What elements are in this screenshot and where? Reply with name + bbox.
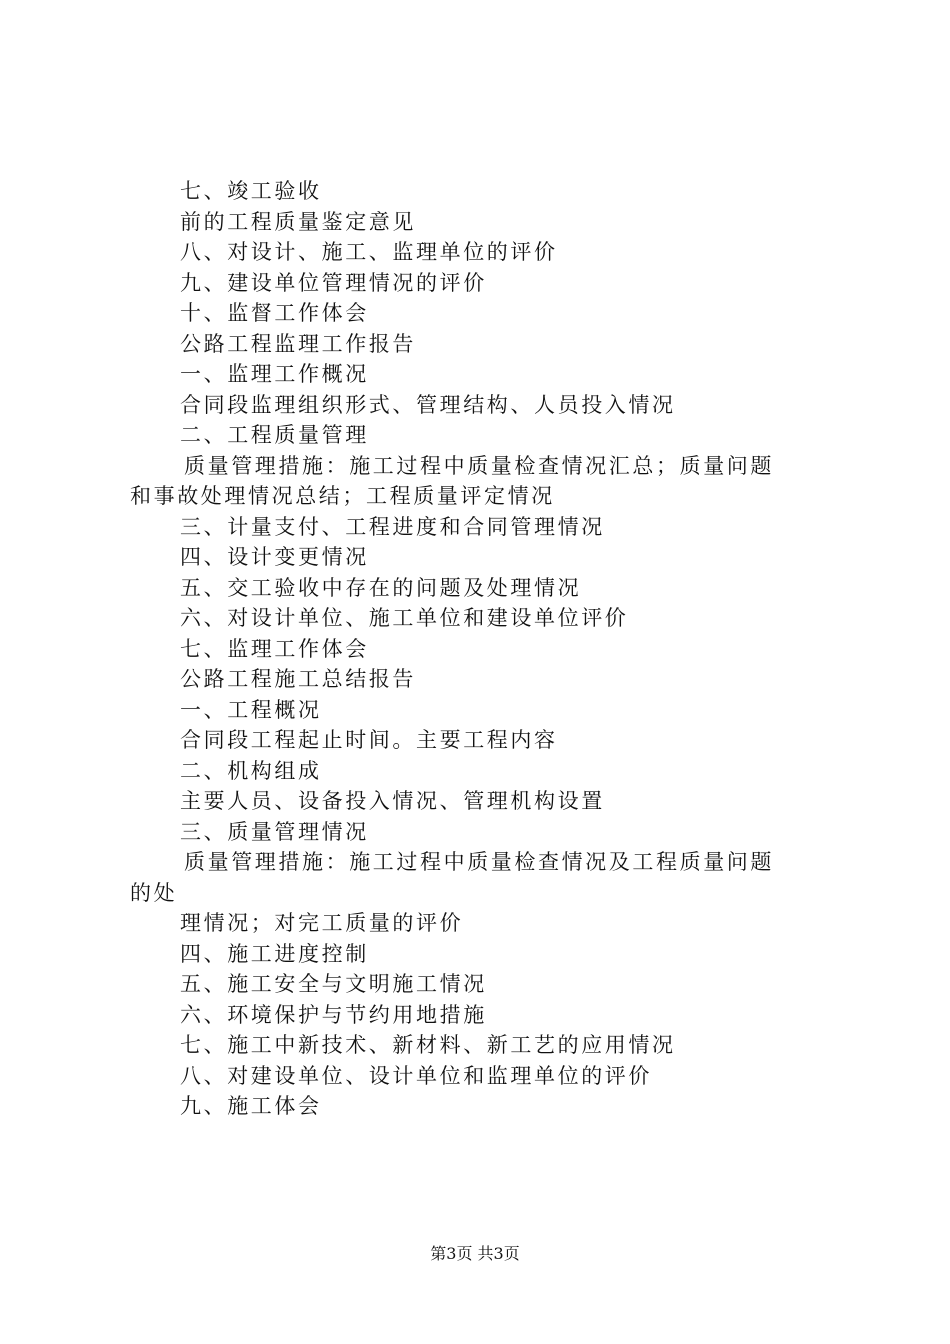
section-heading: 公路工程监理工作报告 (180, 331, 416, 356)
text-line: 七、监理工作体会 (180, 636, 369, 661)
text-line: 八、对建设单位、设计单位和监理单位的评价 (180, 1063, 652, 1088)
page-number: 第3页 共3页 (430, 1244, 520, 1263)
text-line: 合同段监理组织形式、管理结构、人员投入情况 (180, 392, 676, 417)
text-line: 主要人员、设备投入情况、管理机构设置 (180, 789, 605, 813)
text-line: 七、竣工验收 (180, 179, 322, 203)
text-line: 六、环境保护与节约用地措施 (180, 1002, 487, 1027)
text-line: 八、对设计、施工、监理单位的评价 (180, 240, 558, 264)
text-line: 三、计量支付、工程进度和合同管理情况 (180, 514, 605, 539)
text-line: 四、施工进度控制 (180, 941, 369, 966)
text-line: 五、交工验收中存在的问题及处理情况 (180, 575, 582, 600)
text-line: 三、质量管理情况 (180, 819, 369, 844)
page-footer (0, 1244, 950, 1264)
text-line: 十、监督工作体会 (180, 301, 369, 325)
text-line: 前的工程质量鉴定意见 (180, 209, 416, 234)
text-line: 理情况；对完工质量的评价 (180, 911, 464, 935)
document-body (130, 176, 840, 1122)
text-line: 六、对设计单位、施工单位和建设单位评价 (180, 606, 629, 630)
text-line: 五、施工安全与文明施工情况 (180, 972, 487, 996)
text-line: 九、建设单位管理情况的评价 (180, 270, 487, 295)
text-line: 质量管理措施：施工过程中质量检查情况汇总；质量问题 (184, 453, 774, 478)
text-line: 一、工程概况 (180, 697, 322, 722)
text-line: 一、监理工作概况 (180, 362, 369, 386)
text-line: 九、施工体会 (180, 1094, 322, 1118)
text-line: 二、机构组成 (180, 758, 322, 783)
section-heading: 公路工程施工总结报告 (180, 667, 416, 691)
text-line: 和事故处理情况总结；工程质量评定情况 (130, 484, 555, 508)
text-line: 二、工程质量管理 (180, 423, 369, 447)
text-line: 质量管理措施：施工过程中质量检查情况及工程质量问题 (184, 850, 774, 874)
text-line: 七、施工中新技术、新材料、新工艺的应用情况 (180, 1033, 676, 1057)
text-line: 四、设计变更情况 (180, 545, 369, 569)
text-line: 合同段工程起止时间。主要工程内容 (180, 728, 558, 752)
text-line: 的处 (130, 880, 178, 905)
